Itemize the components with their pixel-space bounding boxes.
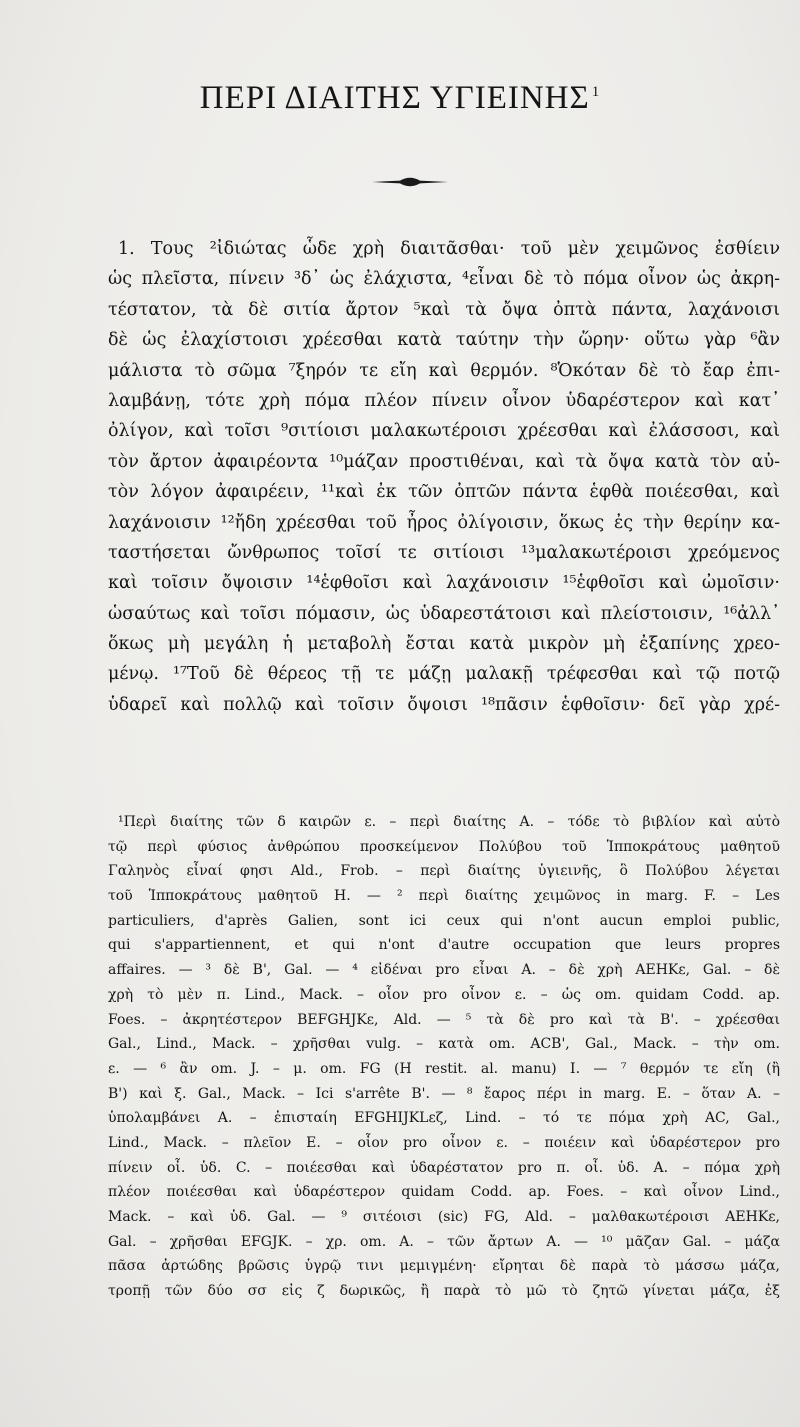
footnote-line: ὑπολαμβάνει A. – ἐπισταίη EFGHIJKLεζ, Lind. – τό τε πόμα χρὴ AC, Gal., <box>108 1110 780 1127</box>
footnote-line: τοῦ Ἱπποκράτους μαθητοῦ H. — ² περὶ διαίτης χειμῶνος in marg. F. – Les <box>108 888 780 905</box>
footnote-line: particuliers, d'après Galien, sont ici ceux qui n'ont aucun emploi public, <box>108 912 780 929</box>
footnote-line: τροπῇ τῶν δύο σσ εἰς ζ δωρικῶς, ἢ παρὰ τὸ μῶ τὸ ζητῶ γίνεται μάζα, ἐξ <box>108 1283 780 1300</box>
text-line: δὲ ὡς ἐλαχίστοισι χρέεσθαι κατὰ ταύτην τὴν ὥρην· οὕτω γὰρ ⁶ἂν <box>108 330 780 351</box>
footnote-line: Lind., Mack. – πλεῖον E. – οἷον pro οἶνον ε. – ποιέειν καὶ ὑδαρέστερον pro <box>108 1134 780 1151</box>
text-line: ὅκως μὴ μεγάλη ἡ μεταβολὴ ἔσται κατὰ μικρὸν μὴ ἐξαπίνης χρεο- <box>108 634 780 655</box>
text-line: τέστατον, τὰ δὲ σιτία ἄρτον ⁵καὶ τὰ ὄψα ὀπτὰ πάντα, λαχάνοισι <box>108 299 780 320</box>
text-line: τὸν λόγον ἀφαιρέειν, ¹¹καὶ ἐκ τῶν ὀπτῶν πάντα ἑφθὰ ποιέεσθαι, καὶ <box>108 482 780 503</box>
text-line: λαμβάνῃ, τότε χρὴ πόμα πλέον πίνειν οἶνον ὑδαρέστερον καὶ κατ᾽ <box>108 390 780 411</box>
footnote-line: ¹Περὶ διαίτης τῶν δ καιρῶν ε. – περὶ διαίτης A. – τόδε τὸ βιβλίον καὶ αὐτὸ <box>118 814 780 830</box>
text-line: λαχάνοισιν ¹²ἤδη χρέεσθαι τοῦ ἦρος ὀλίγοισιν, ὅκως ἐς τὴν θερίην κα- <box>108 512 780 533</box>
main-text <box>108 234 780 720</box>
text-line: καὶ τοῖσιν ὄψοισιν ¹⁴ἑφθοῖσι καὶ λαχάνοισιν ¹⁵ἑφθοῖσι καὶ ὠμοῖσιν· <box>108 573 780 594</box>
footnote-line: qui s'appartiennent, et qui n'ont d'autre occupation que leurs propres <box>108 937 780 954</box>
footnote-line: πᾶσα ἀρτώδης βρῶσις ὑγρῷ τινι μεμιγμένη· εἴρηται δὲ παρὰ τὸ μάσσω μάζα, <box>108 1258 780 1275</box>
page-title <box>0 80 800 117</box>
footnote-line: Mack. – καὶ ὑδ. Gal. — ⁹ σιτέοισι (sic) FG, Ald. – μαλθακωτέροισι AEHKε, <box>108 1209 780 1225</box>
footnote-line: B') καὶ ξ. Gal., Mack. – Ici s'arrête B'. — ⁸ ἔαρος πέρι in marg. E. – ὅταν A. – <box>108 1085 780 1102</box>
footnote-line: Gal., Lind., Mack. – χρῆσθαι vulg. – κατὰ om. ACB', Gal., Mack. – τὴν om. <box>108 1036 780 1053</box>
footnote-line: πίνειν οἶ. ὑδ. C. – ποιέεσθαι καὶ ὑδαρέστατον pro π. οἶ. ὑδ. A. – πόμα χρὴ <box>108 1159 780 1176</box>
title-footnote-mark: 1 <box>591 84 601 100</box>
footnote-line: πλέον ποιέεσθαι καὶ ὑδαρέστερον quidam Codd. ap. Foes. – καὶ οἶνον Lind., <box>108 1184 780 1201</box>
footnote-line: affaires. — ³ δὲ B', Gal. — ⁴ εἰδέναι pro εἶναι A. – δὲ χρὴ AEHKε, Gal. – δὲ <box>108 962 780 979</box>
footnote-line: Foes. – ἀκρητέστερον BEFGHJKε, Ald. — ⁵ τὰ δὲ pro καὶ τὰ B'. – χρέεσθαι <box>108 1011 780 1028</box>
page-title-text: ΠΕΡΙ ΔΙΑΙΤΗΣ ΥΓΙΕΙΝΗΣ <box>199 80 590 116</box>
text-line: ὡς πλεῖστα, πίνειν ³δ᾽ ὡς ἐλάχιστα, ⁴εἶναι δὲ τὸ πόμα οἶνον ὡς ἀκρη- <box>108 269 780 290</box>
footnote-line: τῷ περὶ φύσιος ἀνθρώπου προσκείμενον Πολύβου τοῦ Ἱπποκράτους μαθητοῦ <box>108 838 780 855</box>
text-line: ὑδαρεῖ καὶ πολλῷ καὶ τοῖσιν ὄψοισι ¹⁸πᾶσιν ἑφθοῖσιν· δεῖ γὰρ χρέ- <box>108 694 780 715</box>
text-line: ὀλίγον, καὶ τοῖσι ⁹σιτίοισι μαλακωτέροισι χρέεσθαι καὶ ἐλάσσοσι, καὶ <box>108 421 780 442</box>
text-line: ταστήσεται ὤνθρωπος τοῖσί τε σιτίοισι ¹³μαλακωτέροισι χρεόμενος <box>108 542 780 563</box>
ornament-rule-icon <box>370 175 450 189</box>
footnotes <box>108 810 780 1304</box>
footnote-line: χρὴ τὸ μὲν π. Lind., Mack. – οἷον pro οἶνον ε. – ὡς om. quidam Codd. ap. <box>108 986 780 1003</box>
footnote-line: Γαληνὸς εἶναί φησι Ald., Frob. – περὶ διαίτης ὑγιεινῆς, ὃ Πολύβου λέγεται <box>108 863 780 880</box>
text-line: 1. Τους ²ἰδιώτας ὧδε χρὴ διαιτᾶσθαι· τοῦ μὲν χειμῶνος ἐσθίειν <box>118 239 780 259</box>
text-line: μάλιστα τὸ σῶμα ⁷ξηρόν τε εἴη καὶ θερμόν. ⁸Ὁκόταν δὲ τὸ ἔαρ ἐπι- <box>108 360 780 381</box>
text-line: ὡσαύτως καὶ τοῖσι πόμασιν, ὡς ὑδαρεστάτοισι καὶ πλείστοισιν, ¹⁶ἀλλ᾽ <box>108 603 780 624</box>
text-line: μένῳ. ¹⁷Τοῦ δὲ θέρεος τῇ τε μάζῃ μαλακῇ τρέφεσθαι καὶ τῷ ποτῷ <box>108 664 780 685</box>
text-line: τὸν ἄρτον ἀφαιρέοντα ¹⁰μάζαν προστιθέναι, καὶ τὰ ὄψα κατὰ τὸν αὐ- <box>108 451 780 472</box>
footnote-line: ε. — ⁶ ἂν om. J. – μ. om. FG (H restit. al. manu) I. — ⁷ θερμόν τε εἴη (ἢ <box>108 1060 780 1077</box>
footnote-line: Gal. – χρῆσθαι EFGJK. – χρ. om. A. – τῶν ἄρτων A. — ¹⁰ μᾶζαν Gal. – μάζα <box>108 1233 780 1250</box>
